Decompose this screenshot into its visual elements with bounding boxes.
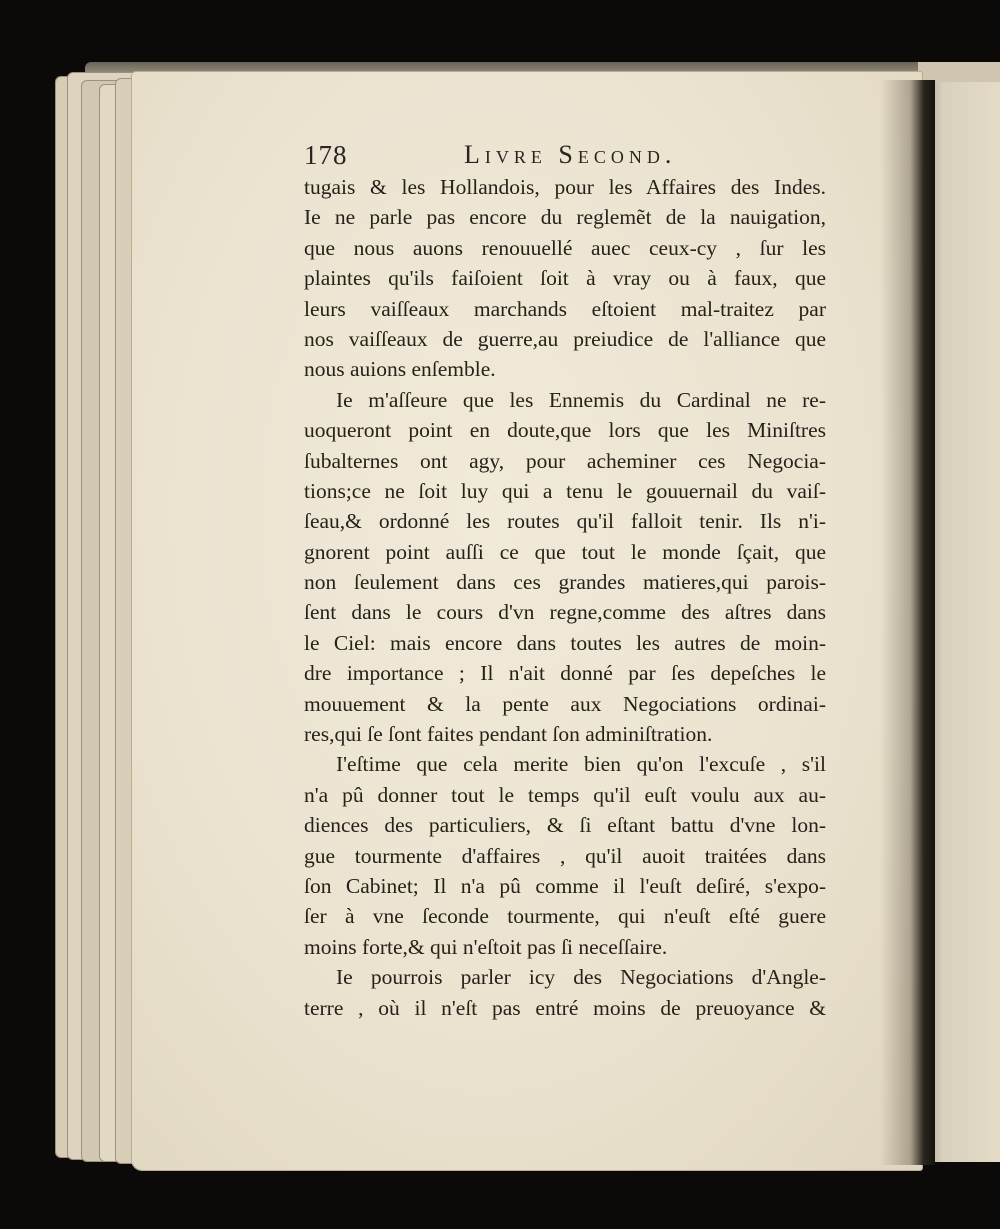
text-line: nous auions enſemble.: [304, 357, 496, 382]
text-line: ſon Cabinet; Il n'a pû comme il l'euſt deſiré, s'expo-: [304, 873, 826, 898]
text-line: tions;ce ne ſoit luy qui a tenu le gouuernail du vaiſ-: [304, 478, 826, 503]
text-line: ſent dans le cours d'vn regne,comme des aſtres dans: [304, 600, 826, 625]
text-line: non ſeulement dans ces grandes matieres,qui parois-: [304, 570, 826, 595]
text-line: diences des particuliers, & ſi eſtant battu d'vne lon-: [304, 813, 826, 838]
page-header: [304, 140, 844, 170]
text-line: I'eſtime que cela merite bien qu'on l'excuſe , s'il: [336, 752, 826, 777]
text-line: tugais & les Hollandois, pour les Affaires des Indes.: [304, 175, 826, 199]
running-title: Livre Second.: [464, 140, 677, 169]
text-line: le Ciel: mais encore dans toutes les autres de moin-: [304, 630, 826, 655]
text-line: moins forte,& qui n'eſtoit pas ſi neceſſaire.: [304, 934, 668, 959]
body-text: [304, 172, 826, 1023]
text-line: mouuement & la pente aux Negociations ordinai-: [304, 691, 826, 716]
text-line: res,qui ſe ſont faites pendant ſon adminiſtration.: [304, 722, 713, 747]
text-line: ſeau,& ordonné les routes qu'il falloit tenir. Ils n'i-: [304, 509, 826, 534]
text-line: uoqueront point en doute,que lors que les Miniſtres: [304, 418, 826, 443]
text-line: ſer à vne ſeconde tourmente, qui n'euſt eſté guere: [304, 904, 826, 929]
text-line: Ie ne parle pas encore du reglemẽt de la nauigation,: [304, 205, 826, 230]
text-line: nos vaiſſeaux de guerre,au preiudice de l'alliance que: [304, 326, 826, 351]
text-line: Ie pourrois parler icy des Negociations d'Angle-: [336, 965, 826, 990]
text-line: gnorent point auſſi ce que tout le monde ſçait, que: [304, 539, 826, 564]
text-line: leurs vaiſſeaux marchands eſtoient mal-traitez par: [304, 296, 826, 321]
book-gutter: [880, 80, 935, 1165]
text-line: Ie m'aſſeure que les Ennemis du Cardinal ne re-: [336, 387, 826, 412]
text-line: terre , où il n'eſt pas entré moins de preuoyance &: [304, 995, 826, 1020]
text-line: plaintes qu'ils faiſoient ſoit à vray ou à faux, que: [304, 266, 826, 291]
text-line: que nous auons renouuellé auec ceux-cy , ſur les: [304, 235, 826, 260]
text-line: dre importance ; Il n'ait donné par ſes depeſches le: [304, 661, 826, 686]
page-number: 178: [304, 140, 348, 170]
text-line: gue tourmente d'affaires , qu'il auoit traitées dans: [304, 843, 826, 868]
text-line: n'a pû donner tout le temps qu'il euſt voulu aux au-: [304, 782, 826, 807]
text-line: ſubalternes ont agy, pour acheminer ces Negocia-: [304, 448, 826, 473]
